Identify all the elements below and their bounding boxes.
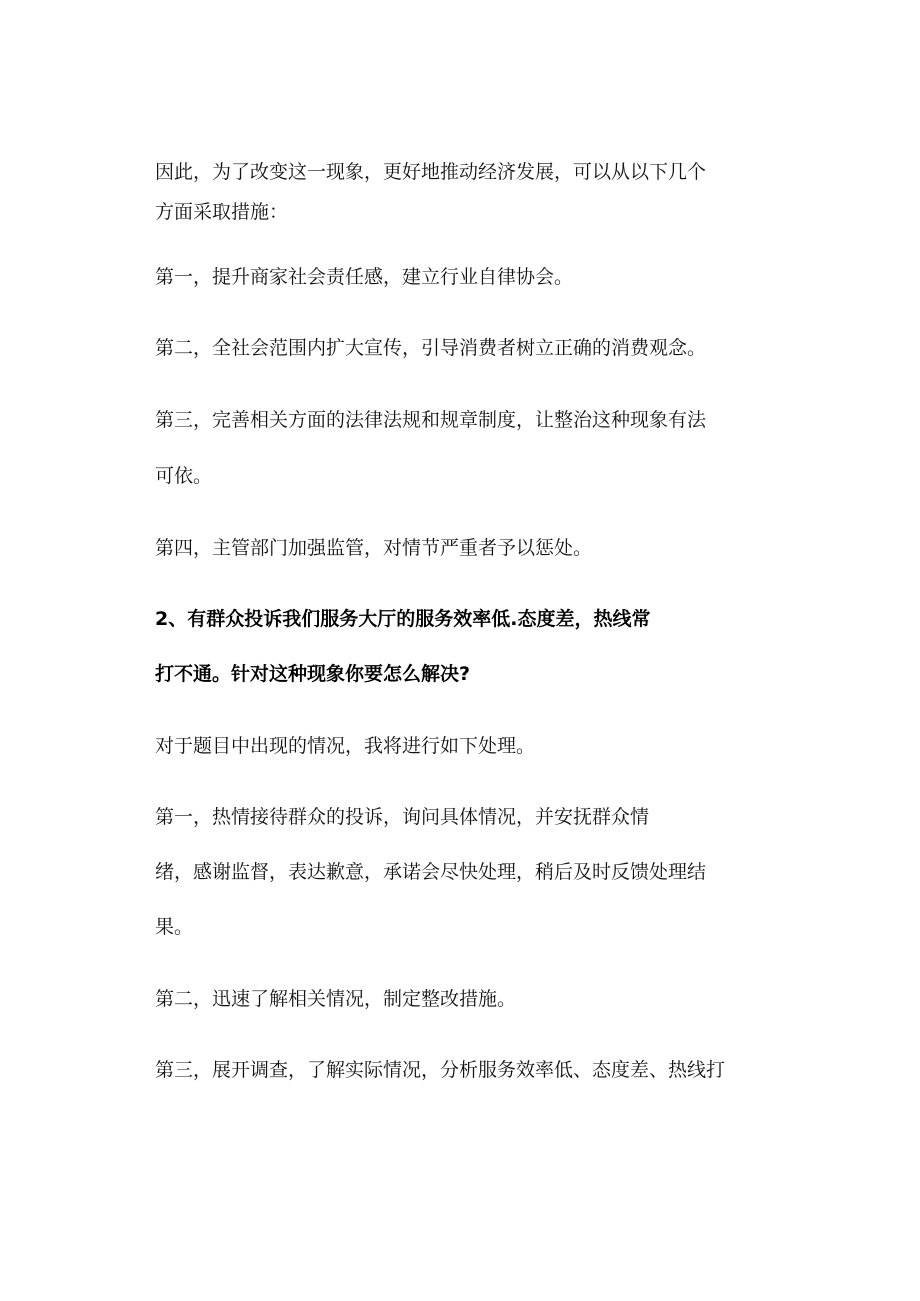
answer-step-second: 第二，迅速了解相关情况，制定整改措施。 [155, 988, 517, 1010]
answer-intro: 对于题目中出现的情况，我将进行如下处理。 [155, 735, 536, 757]
list-item-third: 第三，完善相关方面的法律法规和规章制度，让整治这种现象有法 [155, 409, 707, 431]
question-heading-continued: 打不通。针对这种现象你要怎么解决? [155, 663, 471, 685]
question-heading: 2、有群众投诉我们服务大厅的服务效率低.态度差，热线常 [155, 608, 651, 630]
paragraph-line: 因此，为了改变这一现象，更好地推动经济发展，可以从以下几个 [155, 161, 707, 183]
answer-step-first: 第一，热情接待群众的投诉，询问具体情况，并安抚群众情 [155, 806, 650, 828]
list-item-second: 第二，全社会范围内扩大宣传，引导消费者树立正确的消费观念。 [155, 337, 707, 359]
list-item-first: 第一，提升商家社会责任感，建立行业自律协会。 [155, 266, 574, 288]
list-item-third-continued: 可依。 [155, 465, 213, 487]
paragraph-line: 方面采取措施： [155, 201, 289, 223]
list-item-fourth: 第四，主管部门加强监管，对情节严重者予以惩处。 [155, 537, 593, 559]
answer-step-third: 第三，展开调查，了解实际情况，分析服务效率低、态度差、热线打 [155, 1059, 726, 1081]
answer-step-first-end: 果。 [155, 916, 194, 938]
answer-step-first-continued: 绪，感谢监督，表达歉意，承诺会尽快处理，稍后及时反馈处理结 [155, 861, 707, 883]
